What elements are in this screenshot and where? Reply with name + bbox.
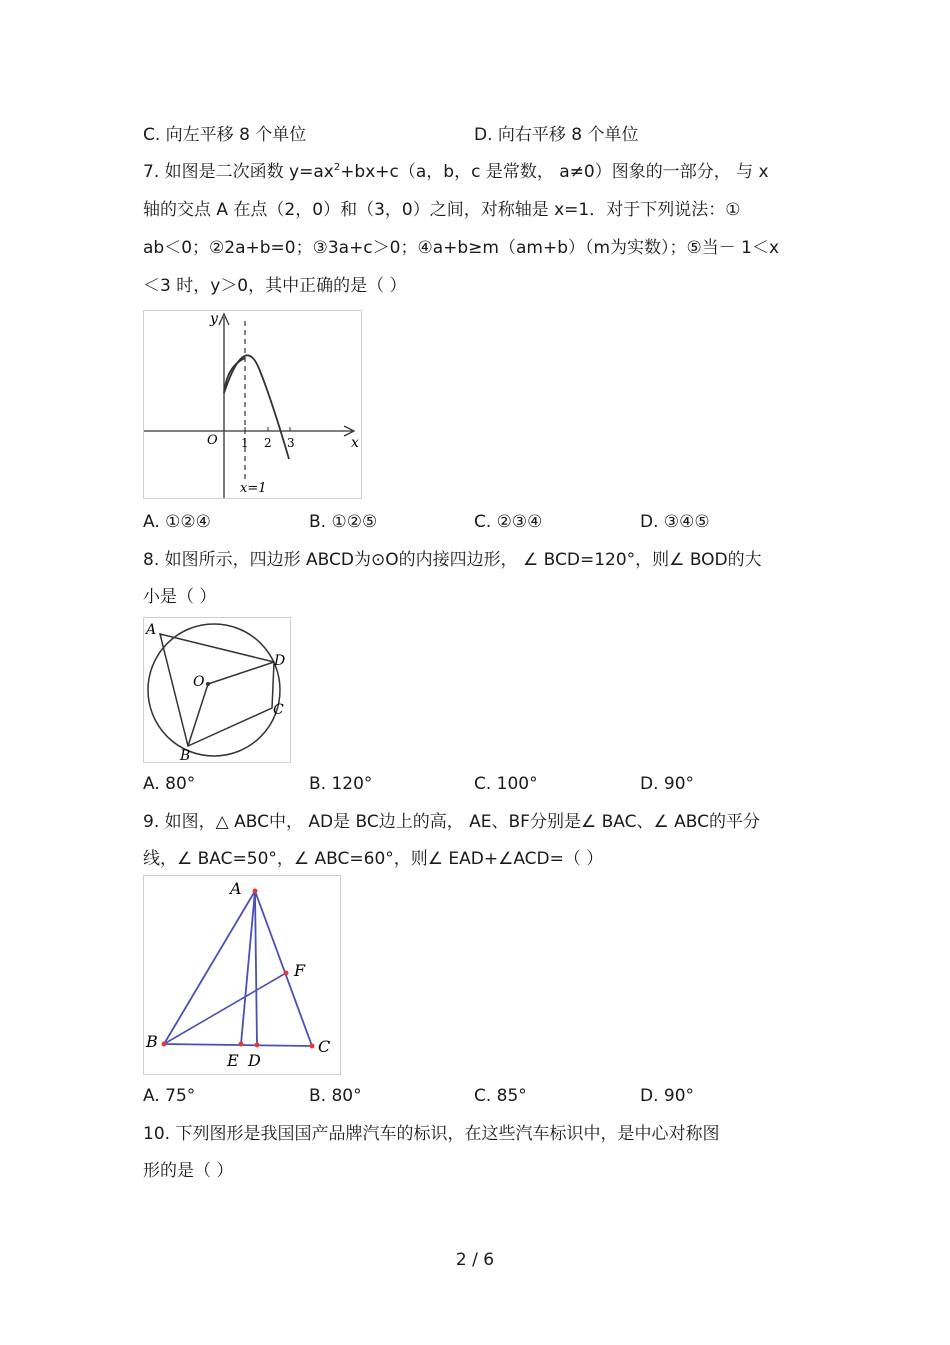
q7-line4: ＜3 时，y＞0，其中正确的是（ ） xyxy=(143,276,407,296)
origin-label: O xyxy=(207,433,218,448)
q9-option-c[interactable]: C. 85° xyxy=(474,1086,527,1106)
q7-option-d[interactable]: D. ③④⑤ xyxy=(640,512,710,532)
label-f: F xyxy=(294,961,306,980)
triangle-abc xyxy=(164,891,312,1046)
q8-line1: 8. 如图所示，四边形 ABCD为⊙O的内接四边形， ∠ BCD=120°，则∠ BOD的大 xyxy=(143,550,762,570)
segment-ad xyxy=(255,891,257,1045)
tick-label-3: 3 xyxy=(287,436,295,450)
q9-option-b[interactable]: B. 80° xyxy=(309,1086,362,1106)
parabola-left-branch xyxy=(224,358,245,393)
q7-line2: 轴的交点 A 在点（2，0）和（3，0）之间，对称轴是 x=1．对于下列说法：① xyxy=(143,200,741,220)
tick-label-2: 2 xyxy=(264,436,272,450)
q9-option-d[interactable]: D. 90° xyxy=(640,1086,695,1106)
point-b xyxy=(162,1042,167,1047)
point-f xyxy=(284,971,289,976)
segment-od xyxy=(208,662,274,684)
label-d: D xyxy=(248,1051,261,1070)
q7-option-b[interactable]: B. ①②⑤ xyxy=(309,512,378,532)
label-a: A xyxy=(230,879,242,898)
q7-option-c[interactable]: C. ②③④ xyxy=(474,512,543,532)
label-b: B xyxy=(180,748,191,762)
q8-option-a[interactable]: A. 80° xyxy=(143,774,196,794)
symmetry-axis-label: x=1 xyxy=(240,481,267,496)
q10-line1: 10. 下列图形是我国国产品牌汽车的标识，在这些汽车标识中，是中心对称图 xyxy=(143,1124,720,1144)
x-axis-label: x xyxy=(351,435,359,451)
q8-option-b[interactable]: B. 120° xyxy=(309,774,373,794)
point-c xyxy=(310,1044,315,1049)
q8-option-c[interactable]: C. 100° xyxy=(474,774,538,794)
point-a xyxy=(253,889,258,894)
point-d xyxy=(255,1043,260,1048)
center-point xyxy=(206,682,210,686)
q9-triangle-figure xyxy=(143,875,341,1075)
parabola-curve xyxy=(224,355,289,459)
quadrilateral-abcd xyxy=(160,634,274,746)
label-d: D xyxy=(274,653,286,669)
y-axis-label: y xyxy=(210,311,218,327)
option-c-prev: C. 向左平移 8 个单位 xyxy=(143,125,307,145)
tick-label-1: 1 xyxy=(241,436,249,450)
q9-line1: 9. 如图，△ ABC中， AD是 BC边上的高， AE、BF分别是∠ BAC、∠ ABC的平分 xyxy=(143,812,760,832)
page-number: 2 / 6 xyxy=(455,1250,495,1270)
label-o: O xyxy=(193,674,205,690)
circle-o xyxy=(148,624,280,756)
q7-line1: 7. 如图是二次函数 $y=ax^2+bx+c(a$，b，c 是常数， a≠0）图象的一部分， 与 x xyxy=(143,162,769,182)
label-c: C xyxy=(318,1037,331,1056)
segment-ae xyxy=(241,891,255,1044)
q8-line2: 小是（ ） xyxy=(143,587,217,607)
label-c: C xyxy=(273,702,284,718)
label-e: E xyxy=(227,1051,239,1070)
point-e xyxy=(239,1042,244,1047)
q9-line2: 线，∠ BAC=50°，∠ ABC=60°，则∠ EAD+∠ACD=（ ） xyxy=(143,849,604,869)
q10-line2: 形的是（ ） xyxy=(143,1161,234,1181)
option-d-prev: D. 向右平移 8 个单位 xyxy=(474,125,639,145)
segment-ob xyxy=(188,684,208,746)
q9-option-a[interactable]: A. 75° xyxy=(143,1086,196,1106)
q8-option-d[interactable]: D. 90° xyxy=(640,774,695,794)
segment-bf xyxy=(164,973,286,1044)
label-b: B xyxy=(146,1032,158,1051)
q7-parabola-figure xyxy=(143,310,362,499)
q7-line3: ab＜0；②2a+b=0；③3a+c＞0；④a+b≥m（am+b）（m为实数）；⑤当－ 1＜x xyxy=(143,238,780,258)
q8-circle-figure xyxy=(143,617,291,763)
q7-option-a[interactable]: A. ①②④ xyxy=(143,512,211,532)
label-a: A xyxy=(146,622,157,638)
